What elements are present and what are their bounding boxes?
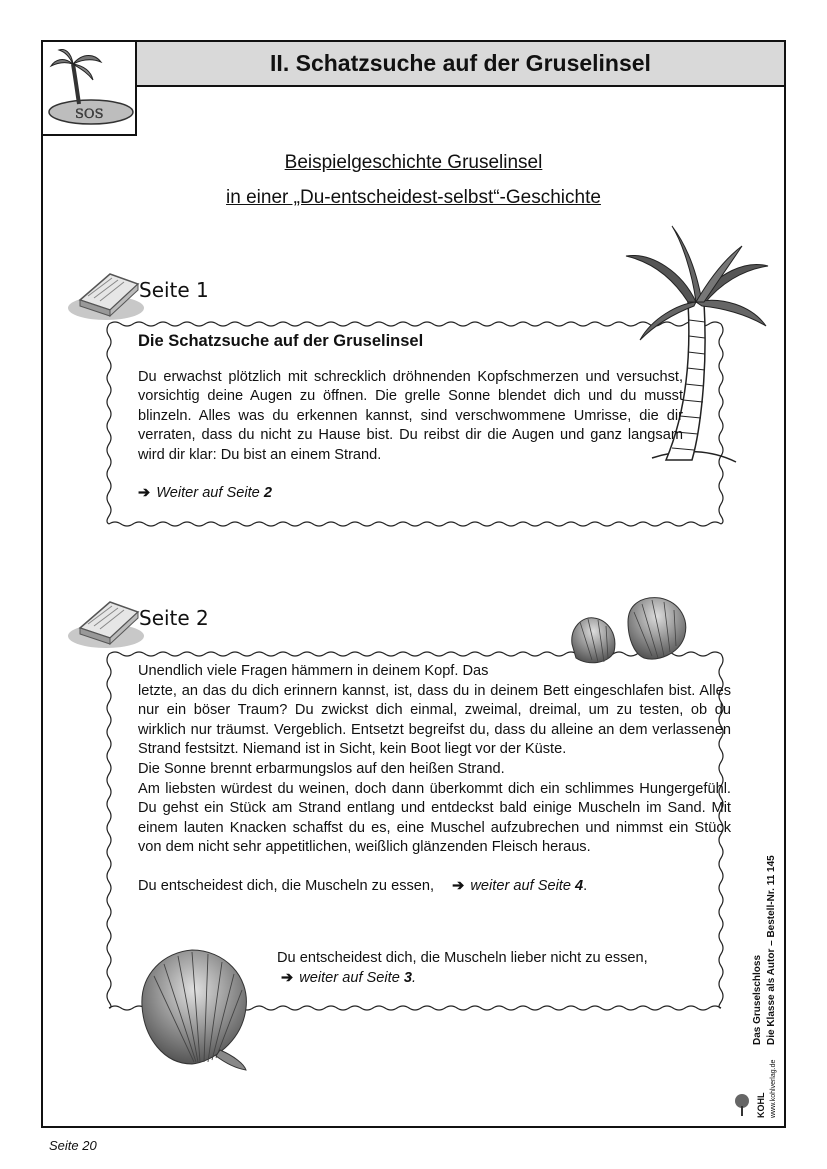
arrow-right-icon: ➔ bbox=[452, 877, 465, 894]
page1-story bbox=[138, 332, 683, 503]
publisher-url: www.kohlverlag.de bbox=[770, 1059, 777, 1118]
page1-text: Du erwachst plötzlich mit schrecklich dröhnenden Kopfschmerzen und versuchst, vorsichtig deine Augen zu öffnen. Die grelle Sonne blendet dich und du musst blinzeln. Alles was du erkennen kannst, sind verschwommene Umrisse, die dir verraten, dass du nicht zu Hause bist. Du reibst dir die Augen und ganz langsam wird dir klar: Du bist an einem Strand. bbox=[138, 368, 683, 463]
publisher-logo-icon bbox=[733, 1092, 751, 1118]
page-number: Seite 20 bbox=[49, 1138, 97, 1153]
intro-heading-line2: in einer „Du-entscheidest-selbst“-Geschichte bbox=[226, 187, 601, 208]
page1-label: Seite 1 bbox=[139, 278, 209, 302]
page2-story bbox=[138, 662, 731, 897]
seashell-icon bbox=[568, 592, 696, 668]
header-bar bbox=[135, 40, 786, 87]
page2-choice2: Du entscheidest dich, die Muscheln lieber nicht zu essen, bbox=[277, 950, 648, 966]
page2-choice1: Du entscheidest dich, die Muscheln zu essen, ➔ weiter auf Seite 4. bbox=[138, 877, 588, 894]
page1-next: ➔ Weiter auf Seite 2 bbox=[138, 484, 272, 501]
publisher-name: KOHL bbox=[756, 1092, 766, 1118]
page2-para3: Am liebsten würdest du weinen, doch dann überkommt dich ein schlimmes Hungergefühl. Du gehst ein Stück am Strand entlang und entdeckst bald einige Muscheln im Sand. Mit einem lauten Knacken schaffst du es, eine Muschel aufzubrechen und nimmst ein Stück von dem nicht sehr appetitlichen, weißlich glänzenden Fleisch heraus. bbox=[138, 780, 731, 856]
arrow-right-icon: ➔ bbox=[138, 484, 151, 501]
page2-para1: letzte, an das du dich erinnern kannst, ist, dass du in deinem Bett eingeschlafen bist. Alles nur ein böser Traum? Du zwickst dich einmal, zweimal, dreimal, um zu testen, ob du wirklich nur träumst. Vergeblich. Entsetzt begreifst du, dass du alleine an dem verlassenen Strand festsitzt. Niemand ist in Sicht, kein Boot liegt vor der Küste. bbox=[138, 682, 731, 758]
side-order-number: Die Klasse als Autor – Bestell-Nr. 11 145 bbox=[766, 855, 777, 1045]
page1-title: Die Schatzsuche auf der Gruselinsel bbox=[138, 332, 424, 350]
seashell-icon bbox=[134, 946, 254, 1074]
arrow-right-icon: ➔ bbox=[281, 969, 294, 986]
sos-logo-text: SOS bbox=[75, 107, 104, 122]
page2-choice2-link: ➔ weiter auf Seite 3. bbox=[281, 969, 417, 986]
island-palm-icon bbox=[43, 42, 135, 134]
side-series-title: Das Gruselschloss bbox=[752, 954, 763, 1045]
page2-choice2-block bbox=[277, 949, 697, 988]
page2-label: Seite 2 bbox=[139, 606, 209, 630]
intro-heading-line1: Beispielgeschichte Gruselinsel bbox=[284, 152, 543, 173]
island-logo-box bbox=[41, 40, 137, 136]
page2-line1: Unendlich viele Fragen hämmern in deinem Kopf. Das bbox=[138, 663, 489, 679]
page2-para2: Die Sonne brennt erbarmungslos auf den heißen Strand. bbox=[138, 760, 505, 777]
chapter-title: II. Schatzsuche auf der Gruselinsel bbox=[270, 50, 651, 76]
